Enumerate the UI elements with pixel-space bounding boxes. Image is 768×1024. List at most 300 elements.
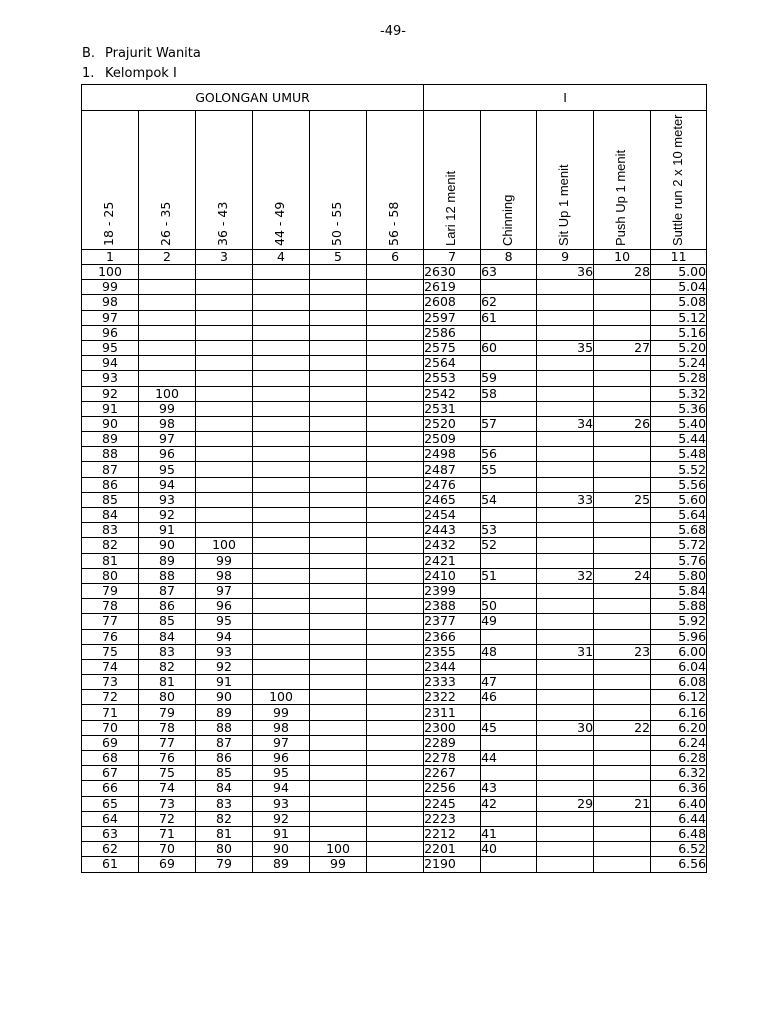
score-18-25-cell: 94 [82,356,139,371]
chinning-cell: 45 [481,720,537,735]
score-50-55-cell [310,766,367,781]
score-18-25-cell: 93 [82,371,139,386]
lari-12-menit-cell: 2245 [424,796,481,811]
chinning-cell: 51 [481,568,537,583]
score-44-49-cell [253,629,310,644]
suttle-run-cell: 5.28 [651,371,707,386]
score-50-55-cell [310,614,367,629]
suttle-run-cell: 6.12 [651,690,707,705]
score-50-55-cell [310,644,367,659]
score-50-55-cell [310,295,367,310]
column-label-cell [594,111,651,250]
score-50-55-cell [310,675,367,690]
lari-12-menit-cell: 2399 [424,583,481,598]
score-36-43-cell [196,477,253,492]
score-18-25-cell: 87 [82,462,139,477]
sit-up-1-menit-cell [537,705,594,720]
score-50-55-cell [310,325,367,340]
suttle-run-cell: 6.48 [651,826,707,841]
score-26-35-cell: 86 [139,599,196,614]
score-50-55-cell [310,735,367,750]
score-36-43-cell: 84 [196,781,253,796]
column-label-cell [82,111,139,250]
score-56-58-cell [367,356,424,371]
score-56-58-cell [367,690,424,705]
chinning-cell [481,705,537,720]
score-26-35-cell: 100 [139,386,196,401]
table-row [82,553,707,568]
lari-12-menit-cell: 2498 [424,447,481,462]
column-label: 36 - 43 [215,201,230,246]
score-36-43-cell: 82 [196,811,253,826]
lari-12-menit-cell: 2278 [424,751,481,766]
sit-up-1-menit-cell: 31 [537,644,594,659]
score-26-35-cell: 70 [139,842,196,857]
column-label: Suttle run 2 x 10 meter [669,114,685,246]
score-56-58-cell [367,842,424,857]
chinning-cell: 40 [481,842,537,857]
push-up-1-menit-cell [594,751,651,766]
lari-12-menit-cell: 2410 [424,568,481,583]
column-number: 6 [367,250,424,265]
push-up-1-menit-cell [594,508,651,523]
chinning-cell [481,401,537,416]
table-row [82,842,707,857]
chinning-cell [481,857,537,872]
lari-12-menit-cell: 2619 [424,280,481,295]
table-row [82,751,707,766]
score-44-49-cell: 89 [253,857,310,872]
table-row [82,690,707,705]
score-18-25-cell: 76 [82,629,139,644]
score-26-35-cell: 79 [139,705,196,720]
score-26-35-cell: 88 [139,568,196,583]
score-50-55-cell [310,280,367,295]
score-18-25-cell: 64 [82,811,139,826]
score-44-49-cell [253,523,310,538]
score-18-25-cell: 90 [82,416,139,431]
suttle-run-cell: 5.20 [651,340,707,355]
score-56-58-cell [367,432,424,447]
column-number: 8 [481,250,537,265]
score-26-35-cell [139,295,196,310]
column-number: 10 [594,250,651,265]
score-36-43-cell [196,371,253,386]
score-50-55-cell [310,447,367,462]
score-table-body [82,265,707,873]
score-18-25-cell: 62 [82,842,139,857]
push-up-1-menit-cell [594,781,651,796]
score-18-25-cell: 79 [82,583,139,598]
chinning-cell [481,766,537,781]
column-number: 4 [253,250,310,265]
push-up-1-menit-cell [594,553,651,568]
score-18-25-cell: 77 [82,614,139,629]
chinning-cell: 55 [481,462,537,477]
suttle-run-cell: 6.40 [651,796,707,811]
score-56-58-cell [367,614,424,629]
sit-up-1-menit-cell [537,826,594,841]
score-56-58-cell [367,583,424,598]
score-26-35-cell: 89 [139,553,196,568]
score-26-35-cell: 93 [139,492,196,507]
push-up-1-menit-cell [594,356,651,371]
push-up-1-menit-cell: 28 [594,265,651,280]
score-26-35-cell: 80 [139,690,196,705]
sit-up-1-menit-cell: 35 [537,340,594,355]
score-36-43-cell: 91 [196,675,253,690]
sit-up-1-menit-cell [537,295,594,310]
lari-12-menit-cell: 2608 [424,295,481,310]
score-44-49-cell: 100 [253,690,310,705]
column-label: 26 - 35 [158,201,173,246]
score-36-43-cell: 94 [196,629,253,644]
lari-12-menit-cell: 2267 [424,766,481,781]
table-row [82,614,707,629]
score-50-55-cell [310,462,367,477]
column-number: 9 [537,250,594,265]
table-row [82,371,707,386]
chinning-cell: 63 [481,265,537,280]
table-row [82,523,707,538]
score-36-43-cell: 85 [196,766,253,781]
score-44-49-cell [253,280,310,295]
sit-up-1-menit-cell [537,735,594,750]
column-label: Push Up 1 menit [613,149,629,246]
push-up-1-menit-cell [594,599,651,614]
score-26-35-cell: 82 [139,659,196,674]
score-44-49-cell: 94 [253,781,310,796]
chinning-cell [481,583,537,598]
score-50-55-cell [310,340,367,355]
score-50-55-cell [310,432,367,447]
score-56-58-cell [367,781,424,796]
chinning-cell [481,629,537,644]
score-56-58-cell [367,325,424,340]
sit-up-1-menit-cell [537,386,594,401]
column-label-cell [424,111,481,250]
score-56-58-cell [367,523,424,538]
sit-up-1-menit-cell [537,751,594,766]
group-title: Kelompok I [105,66,177,81]
score-44-49-cell [253,462,310,477]
sit-up-1-menit-cell [537,781,594,796]
chinning-cell [481,553,537,568]
score-50-55-cell [310,401,367,416]
chinning-cell: 48 [481,644,537,659]
sit-up-1-menit-cell [537,280,594,295]
sit-up-1-menit-cell: 33 [537,492,594,507]
score-56-58-cell [367,811,424,826]
sit-up-1-menit-cell: 29 [537,796,594,811]
score-44-49-cell [253,538,310,553]
sit-up-1-menit-cell [537,508,594,523]
table-row [82,659,707,674]
score-18-25-cell: 89 [82,432,139,447]
score-56-58-cell [367,371,424,386]
suttle-run-cell: 5.64 [651,508,707,523]
suttle-run-cell: 5.48 [651,447,707,462]
score-36-43-cell: 92 [196,659,253,674]
score-36-43-cell: 83 [196,796,253,811]
chinning-cell: 50 [481,599,537,614]
score-36-43-cell: 87 [196,735,253,750]
score-table [81,84,707,873]
suttle-run-cell: 6.24 [651,735,707,750]
score-36-43-cell: 93 [196,644,253,659]
lari-12-menit-cell: 2344 [424,659,481,674]
lari-12-menit-cell: 2355 [424,644,481,659]
score-36-43-cell: 80 [196,842,253,857]
score-56-58-cell [367,568,424,583]
score-26-35-cell: 76 [139,751,196,766]
column-label: Lari 12 menit [443,170,459,246]
table-row [82,705,707,720]
chinning-cell [481,432,537,447]
suttle-run-cell: 5.24 [651,356,707,371]
score-36-43-cell: 100 [196,538,253,553]
column-label-cell [139,111,196,250]
column-label: 50 - 55 [329,201,344,246]
push-up-1-menit-cell [594,842,651,857]
score-56-58-cell [367,826,424,841]
score-44-49-cell [253,371,310,386]
score-26-35-cell: 72 [139,811,196,826]
score-50-55-cell [310,371,367,386]
sit-up-1-menit-cell: 34 [537,416,594,431]
lari-12-menit-cell: 2586 [424,325,481,340]
score-44-49-cell [253,568,310,583]
score-18-25-cell: 66 [82,781,139,796]
chinning-cell: 62 [481,295,537,310]
push-up-1-menit-cell [594,811,651,826]
score-56-58-cell [367,280,424,295]
push-up-1-menit-cell [594,462,651,477]
page-number: -49- [380,24,406,39]
lari-12-menit-cell: 2476 [424,477,481,492]
lari-12-menit-cell: 2564 [424,356,481,371]
suttle-run-cell: 6.36 [651,781,707,796]
score-36-43-cell [196,462,253,477]
table-row [82,796,707,811]
score-56-58-cell [367,492,424,507]
sit-up-1-menit-cell [537,310,594,325]
score-18-25-cell: 83 [82,523,139,538]
score-18-25-cell: 100 [82,265,139,280]
score-50-55-cell [310,720,367,735]
lari-12-menit-cell: 2190 [424,857,481,872]
score-18-25-cell: 97 [82,310,139,325]
score-50-55-cell [310,781,367,796]
push-up-1-menit-cell [594,538,651,553]
column-label-cell [196,111,253,250]
score-18-25-cell: 78 [82,599,139,614]
score-18-25-cell: 81 [82,553,139,568]
column-number-row [82,250,707,265]
score-18-25-cell: 92 [82,386,139,401]
score-50-55-cell [310,629,367,644]
push-up-1-menit-cell: 23 [594,644,651,659]
score-26-35-cell [139,325,196,340]
score-56-58-cell [367,553,424,568]
table-row [82,675,707,690]
chinning-cell: 44 [481,751,537,766]
push-up-1-menit-cell [594,280,651,295]
score-26-35-cell: 83 [139,644,196,659]
score-36-43-cell [196,523,253,538]
push-up-1-menit-cell [594,432,651,447]
table-row [82,508,707,523]
score-50-55-cell [310,492,367,507]
table-row [82,811,707,826]
chinning-cell: 58 [481,386,537,401]
score-26-35-cell [139,371,196,386]
sit-up-1-menit-cell [537,614,594,629]
score-56-58-cell [367,857,424,872]
group-number: 1. [82,66,95,81]
score-18-25-cell: 82 [82,538,139,553]
score-56-58-cell [367,462,424,477]
score-44-49-cell [253,492,310,507]
suttle-run-cell: 5.00 [651,265,707,280]
lari-12-menit-cell: 2322 [424,690,481,705]
table-row [82,857,707,872]
column-number: 1 [82,250,139,265]
sit-up-1-menit-cell [537,690,594,705]
suttle-run-cell: 5.36 [651,401,707,416]
push-up-1-menit-cell [594,295,651,310]
sit-up-1-menit-cell [537,583,594,598]
lari-12-menit-cell: 2487 [424,462,481,477]
score-18-25-cell: 86 [82,477,139,492]
lari-12-menit-cell: 2212 [424,826,481,841]
score-50-55-cell [310,386,367,401]
sit-up-1-menit-cell [537,659,594,674]
score-26-35-cell: 92 [139,508,196,523]
section-heading [82,46,201,61]
score-44-49-cell: 93 [253,796,310,811]
suttle-run-cell: 6.28 [651,751,707,766]
suttle-run-cell: 5.44 [651,432,707,447]
score-44-49-cell [253,416,310,431]
score-18-25-cell: 80 [82,568,139,583]
lari-12-menit-cell: 2509 [424,432,481,447]
score-44-49-cell: 98 [253,720,310,735]
lari-12-menit-cell: 2201 [424,842,481,857]
score-26-35-cell: 81 [139,675,196,690]
score-44-49-cell [253,295,310,310]
table-row [82,644,707,659]
score-18-25-cell: 84 [82,508,139,523]
score-26-35-cell: 90 [139,538,196,553]
lari-12-menit-cell: 2520 [424,416,481,431]
lari-12-menit-cell: 2421 [424,553,481,568]
suttle-run-cell: 5.04 [651,280,707,295]
age-group-header: GOLONGAN UMUR [82,85,424,111]
score-44-49-cell [253,325,310,340]
section-title: Prajurit Wanita [105,46,201,61]
column-label: 18 - 25 [101,201,116,246]
score-50-55-cell [310,599,367,614]
chinning-cell [481,811,537,826]
suttle-run-cell: 5.60 [651,492,707,507]
score-50-55-cell [310,690,367,705]
push-up-1-menit-cell [594,325,651,340]
push-up-1-menit-cell: 21 [594,796,651,811]
suttle-run-cell: 5.72 [651,538,707,553]
score-56-58-cell [367,265,424,280]
score-18-25-cell: 71 [82,705,139,720]
score-56-58-cell [367,659,424,674]
score-56-58-cell [367,538,424,553]
score-56-58-cell [367,599,424,614]
suttle-run-cell: 6.00 [651,644,707,659]
score-44-49-cell: 91 [253,826,310,841]
suttle-run-cell: 5.08 [651,295,707,310]
score-18-25-cell: 88 [82,447,139,462]
score-18-25-cell: 99 [82,280,139,295]
chinning-cell: 57 [481,416,537,431]
score-18-25-cell: 70 [82,720,139,735]
sit-up-1-menit-cell: 36 [537,265,594,280]
column-label: 56 - 58 [386,201,402,246]
push-up-1-menit-cell [594,690,651,705]
suttle-run-cell: 5.92 [651,614,707,629]
score-26-35-cell: 78 [139,720,196,735]
score-56-58-cell [367,735,424,750]
score-36-43-cell [196,492,253,507]
column-label: Chinning [499,194,515,246]
score-26-35-cell: 77 [139,735,196,750]
score-36-43-cell [196,356,253,371]
score-50-55-cell [310,705,367,720]
score-50-55-cell [310,416,367,431]
push-up-1-menit-cell [594,583,651,598]
table-row [82,629,707,644]
suttle-run-cell: 6.04 [651,659,707,674]
sit-up-1-menit-cell [537,447,594,462]
chinning-cell: 53 [481,523,537,538]
score-18-25-cell: 72 [82,690,139,705]
chinning-cell [481,477,537,492]
push-up-1-menit-cell [594,857,651,872]
lari-12-menit-cell: 2597 [424,310,481,325]
score-36-43-cell: 81 [196,826,253,841]
score-18-25-cell: 69 [82,735,139,750]
score-44-49-cell [253,659,310,674]
score-44-49-cell [253,310,310,325]
score-26-35-cell: 74 [139,781,196,796]
score-50-55-cell [310,826,367,841]
push-up-1-menit-cell [594,447,651,462]
table-row [82,401,707,416]
score-56-58-cell [367,340,424,355]
suttle-run-cell: 6.52 [651,842,707,857]
sit-up-1-menit-cell [537,401,594,416]
score-26-35-cell: 91 [139,523,196,538]
score-56-58-cell [367,751,424,766]
suttle-run-cell: 6.08 [651,675,707,690]
score-50-55-cell [310,477,367,492]
score-44-49-cell [253,553,310,568]
lari-12-menit-cell: 2289 [424,735,481,750]
score-36-43-cell [196,508,253,523]
push-up-1-menit-cell: 24 [594,568,651,583]
score-44-49-cell: 97 [253,735,310,750]
table-row [82,356,707,371]
column-label-cell [537,111,594,250]
suttle-run-cell: 5.68 [651,523,707,538]
